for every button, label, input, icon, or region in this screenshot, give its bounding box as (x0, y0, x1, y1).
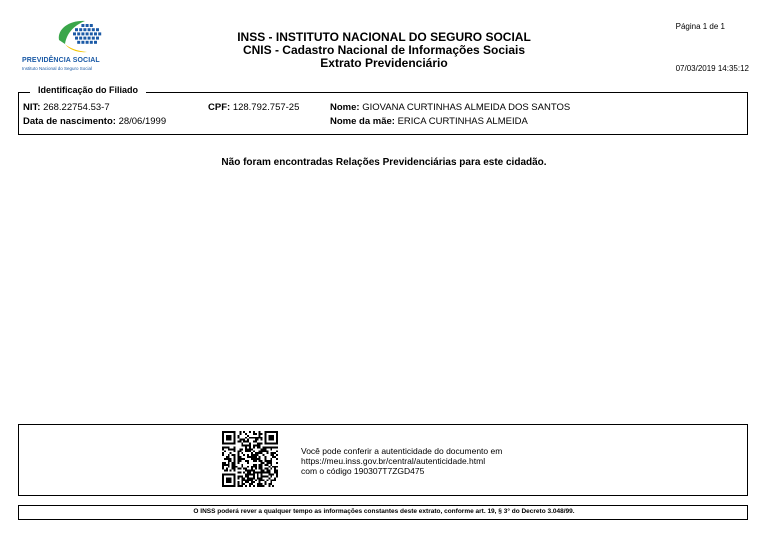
filiado-section (18, 92, 748, 135)
logo-subtitle: Instituto Nacional do Seguro Social (22, 66, 93, 71)
document-type: Extrato Previdenciário (320, 56, 448, 70)
logo-name: PREVIDÊNCIA SOCIAL (22, 57, 100, 64)
cpf-value: 128.792.757-25 (232, 102, 300, 113)
nascimento-field (23, 116, 166, 127)
filiado-section-label: Identificação do Filiado (30, 85, 146, 95)
nome-label: Nome: (330, 102, 360, 113)
authentication-url[interactable]: https://meu.inss.gov.br/central/autenticidade.html (301, 456, 486, 466)
page-title: INSS - INSTITUTO NACIONAL DO SEGURO SOCIAL (237, 30, 531, 44)
cpf-label: CPF: (208, 102, 231, 113)
authentication-code: com o código 190307T7ZGD475 (301, 466, 425, 476)
mae-value: ERICA CURTINHAS ALMEIDA (397, 116, 528, 127)
mae-field (330, 116, 528, 127)
cpf-field (208, 102, 299, 113)
timestamp: 07/03/2019 14:35:12 (675, 64, 749, 73)
qr-code-icon (222, 431, 278, 487)
nit-value: 268.22754.53-7 (43, 102, 110, 113)
footer-note: O INSS poderá rever a qualquer tempo as informações constantes deste extrato, conforme art. 19, § 3° do Decreto 3.048/99. (193, 508, 575, 515)
nome-value: GIOVANA CURTINHAS ALMEIDA DOS SANTOS (362, 102, 571, 113)
page-subtitle: CNIS - Cadastro Nacional de Informações Sociais (242, 43, 526, 57)
nit-field (23, 102, 110, 113)
nascimento-label: Data de nascimento: (23, 116, 116, 127)
nascimento-value: 28/06/1999 (118, 116, 167, 127)
mae-label: Nome da mãe: (330, 116, 395, 127)
nome-field (330, 102, 570, 113)
nit-label: NIT: (23, 102, 41, 113)
page-number: Página 1 de 1 (675, 22, 725, 31)
authentication-text: Você pode conferir a autenticidade do documento em (301, 446, 503, 456)
no-relations-message: Não foram encontradas Relações Previdenciárias para este cidadão. (221, 157, 547, 168)
